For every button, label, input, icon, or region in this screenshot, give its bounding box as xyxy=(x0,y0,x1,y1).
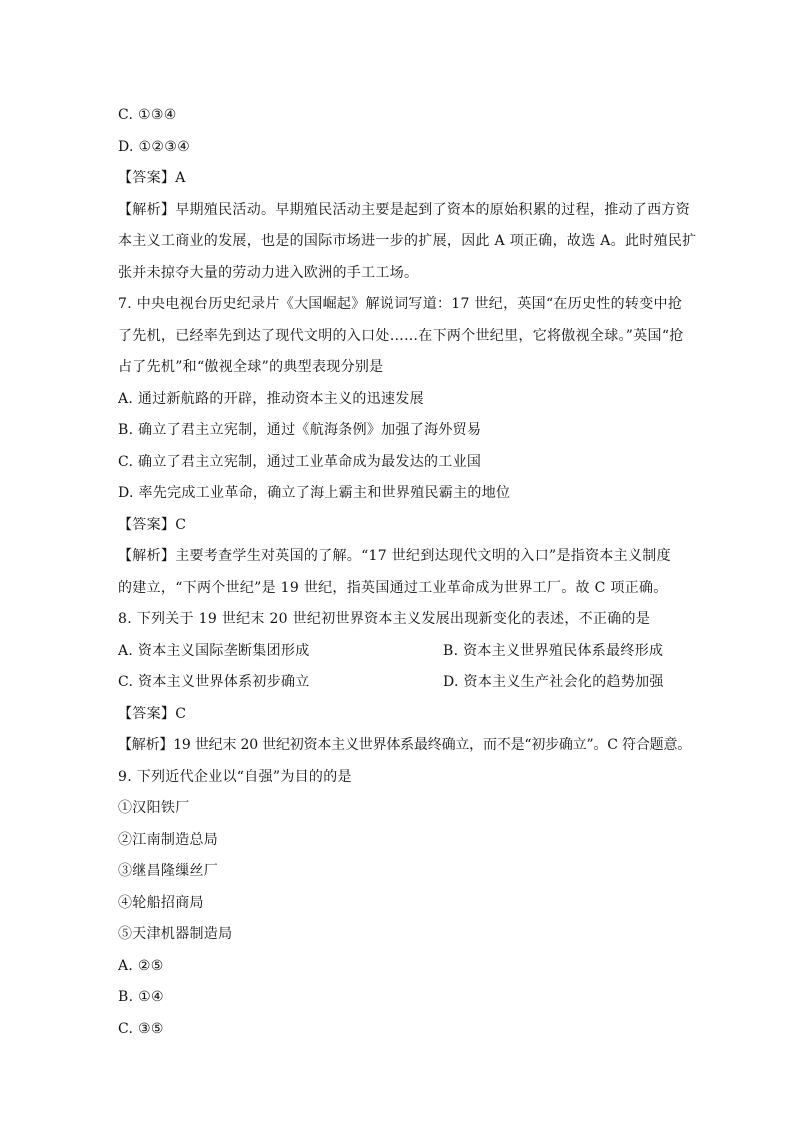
q6-option-d: D. ①②③④ xyxy=(118,138,190,155)
q8-option-b: B. 资本主义世界殖民体系最终形成 xyxy=(443,642,664,659)
q9-item: ①汉阳铁厂 xyxy=(118,800,190,816)
q8-analysis: 【解析】19 世纪末 20 世纪初资本主义世界体系最终确立，而不是“初步确立”。C 符合题意。 xyxy=(118,737,692,753)
q6-answer: 【答案】A xyxy=(118,170,186,186)
q8-stem: 8. 下列关于 19 世纪末 20 世纪初世界资本主义发展出现新变化的表述，不正确的是 xyxy=(118,611,651,627)
q6-analysis-line: 【解析】早期殖民活动。早期殖民活动主要是起到了资本的原始积累的过程，推动了西方资 xyxy=(118,201,690,218)
q7-answer: 【答案】C xyxy=(118,516,187,533)
q9-item: ②江南制造总局 xyxy=(118,831,219,848)
q7-option-b: B. 确立了君主立宪制，通过《航海条例》加强了海外贸易 xyxy=(118,422,482,438)
q7-option-d: D. 率先完成工业革命，确立了海上霸主和世界殖民霸主的地位 xyxy=(118,485,511,501)
q8-option-a: A. 资本主义国际垄断集团形成 xyxy=(118,642,310,659)
q8-options-row xyxy=(118,636,678,668)
q8-option-d: D. 资本主义生产社会化的趋势加强 xyxy=(443,674,664,690)
q9-item: ③继昌隆缫丝厂 xyxy=(118,863,219,879)
q6-analysis-line: 张并未掠夺大量的劳动力进入欧洲的手工工场。 xyxy=(118,264,419,281)
q9-option-a: A. ②⑤ xyxy=(118,957,164,974)
q7-option-c: C. 确立了君主立宪制，通过工业革命成为最发达的工业国 xyxy=(118,453,482,470)
q9-item: ④轮船招商局 xyxy=(118,894,204,911)
q7-stem-line: 占了先机”和“傲视全球”的典型表现分别是 xyxy=(118,359,384,375)
q7-stem-line: 了先机，已经率先到达了现代文明的入口处……在下两个世纪里，它将傲视全球。”英国“抢 xyxy=(118,327,684,344)
q8-answer: 【答案】C xyxy=(118,705,187,722)
q6-option-c: C. ①③④ xyxy=(118,107,177,123)
q9-stem: 9. 下列近代企业以“自强”为目的的是 xyxy=(118,768,352,785)
q9-option-c: C. ③⑤ xyxy=(118,1020,164,1037)
q9-option-b: B. ①④ xyxy=(118,989,164,1005)
document-page xyxy=(118,100,697,1045)
q8-option-c: C. 资本主义世界体系初步确立 xyxy=(118,674,310,690)
q7-analysis-line: 【解析】主要考查学生对英国的了解。“17 世纪到达现代文明的入口”是指资本主义制度 xyxy=(118,548,671,564)
q7-option-a: A. 通过新航路的开辟，推动资本主义的迅速发展 xyxy=(118,390,424,407)
q9-item: ⑤天津机器制造局 xyxy=(118,926,233,942)
q7-analysis-line: 的建立，“下两个世纪”是 19 世纪，指英国通过工业革命成为世界工厂。故 C 项正确。 xyxy=(118,579,668,596)
q8-options-row xyxy=(118,667,678,699)
q6-analysis-line: 本主义工商业的发展，也是的国际市场进一步的扩展，因此 A 项正确，故选 A。此时殖民扩 xyxy=(118,233,697,249)
q7-stem-line: 7. 中央电视台历史纪录片《大国崛起》解说词写道：17 世纪，英国“在历史性的转变中抢 xyxy=(118,296,683,312)
